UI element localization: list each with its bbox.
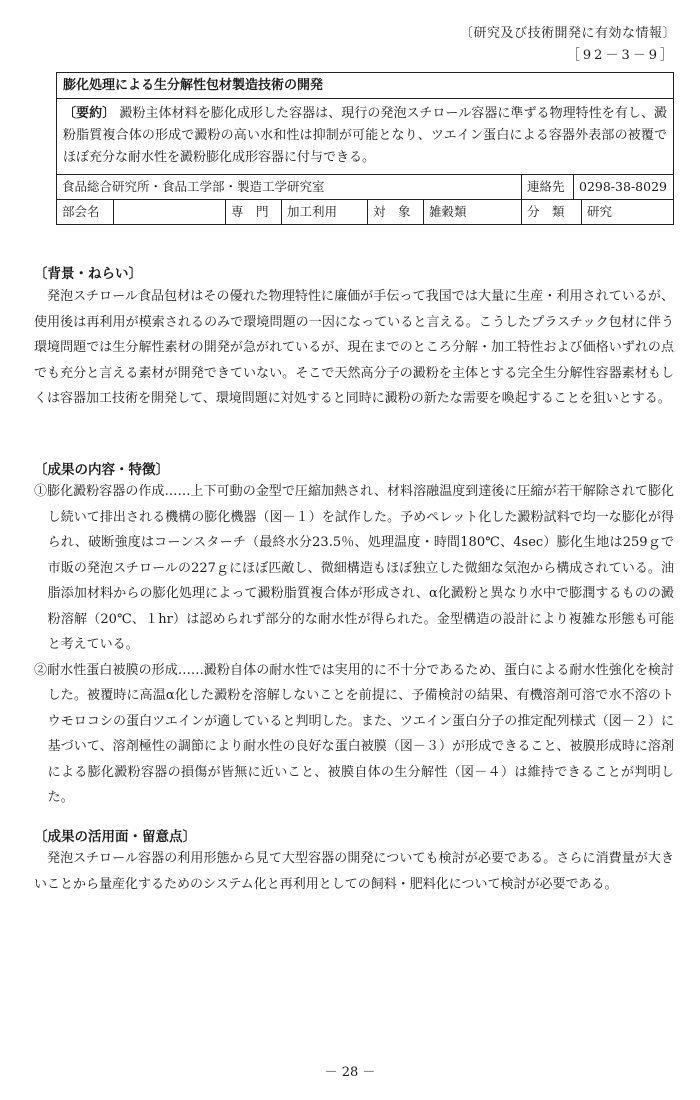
summary-label: 〔要約〕 [63, 106, 116, 121]
contact-label: 連絡先 [521, 175, 573, 199]
institution-name: 食品総合研究所・食品工学部・製造工学研究室 [62, 179, 325, 194]
specialty-label: 専 門 [225, 200, 281, 224]
category-label: 分 類 [521, 200, 581, 224]
results-heading: 〔成果の内容・特徴〕 [34, 462, 169, 478]
target-label: 対 象 [367, 200, 423, 224]
document-category-tag: 〔研究及び技術開発に有効な情報〕 [459, 26, 676, 41]
section-value [113, 200, 225, 224]
contact-value: 0298-38-8029 [573, 175, 673, 199]
category-value: 研究 [581, 200, 673, 224]
target-value: 雑穀類 [423, 200, 521, 224]
background-section [34, 284, 674, 412]
report-title: 膨化処理による生分解性包材製造技術の開発 [57, 73, 673, 99]
summary-section [57, 99, 673, 175]
specialty-value: 加工利用 [281, 200, 367, 224]
document-number-tag: ［92－3－9］ [566, 48, 676, 63]
institution-row [57, 175, 673, 200]
results-section [34, 479, 674, 811]
background-text: 発泡スチロール食品包材はその優れた物理特性に廉価が手伝って我国では大量に生産・利用されているが、使用後は再利用が模索されるのみで環境問題の一因になっていると言える。こうしたプラスチック包材に伴う環境問題では生分解性素材の開発が急がれているが、現在までのところ分解・加工特性および価格いずれの点でも充分と言える素材が開発できていない。そこで天然高分子の澱粉を主体とする完全生分解性容器素材もしくは容器加工技術を開発して、環境問題に対処すると同時に澱粉の新たな需要を喚起することを狙いとする。 [34, 289, 674, 406]
page-number: － 28 － [324, 1065, 376, 1080]
section-label: 部会名 [62, 204, 100, 219]
application-text: 発泡スチロール容器の利用形態から見て大型容器の開発についても検討が必要である。さらに消費量が大きいことから量産化するためのシステム化と再利用としての飼料・肥料化について検討が必要である。 [34, 851, 674, 892]
summary-text: 澱粉主体材料を膨化成形した容器は、現行の発泡スチロール容器に準ずる物理特性を有し、澱粉脂質複合体の形成で澱粉の高い水和性は抑制が可能となり、ツエイン蛋白による容器外表部の被覆でほぼ充分な耐水性を澱粉膨化成形容器に付与できる。 [63, 106, 667, 165]
classification-row [57, 200, 673, 224]
results-item-1: ①膨化澱粉容器の作成……上下可動の金型で圧縮加熱され、材料溶融温度到達後に圧縮が若干解除されて膨化し続いて排出される機構の膨化機器（図－１）を試作した。予めペレット化した澱粉試料で均一な膨化が得られ、破断強度はコーンスターチ（最終水分23.5％、処理温度・時間180℃、4sec）膨化生地は259ｇで市販の発泡スチロールの227ｇにほぼ匹敵し、微細構造もほぼ独立した微細な気泡から構成されている。油脂添加材料からの膨化処理によって澱粉脂質複合体が形成され、α化澱粉と異なり水中で膨潤するものの澱粉溶解（20℃、１hr）は認められず部分的な耐水性が得られた。金型構造の設計により複雑な形態も可能と考えている。 [34, 484, 675, 652]
application-heading: 〔成果の活用面・留意点〕 [34, 829, 196, 845]
background-heading: 〔背景・ねらい〕 [34, 266, 142, 282]
results-item-2: ②耐水性蛋白被膜の形成……澱粉自体の耐水性では実用的に不十分であるため、蛋白による耐水性強化を検討した。被覆時に高温α化した澱粉を溶解しないことを前提に、予備検討の結果、有機溶剤可溶で水不溶のトウモロコシの蛋白ツエインが適していると判明した。また、ツエイン蛋白分子の推定配列様式（図－２）に基づいて、溶剤極性の調節により耐水性の良好な蛋白被膜（図－３）が形成できること、被膜形成時に溶剤による膨化澱粉容器の損傷が皆無に近いこと、被膜自体の生分解性（図－４）は維持できることが判明した。 [34, 662, 674, 805]
application-section [34, 846, 674, 897]
summary-box [56, 72, 674, 225]
